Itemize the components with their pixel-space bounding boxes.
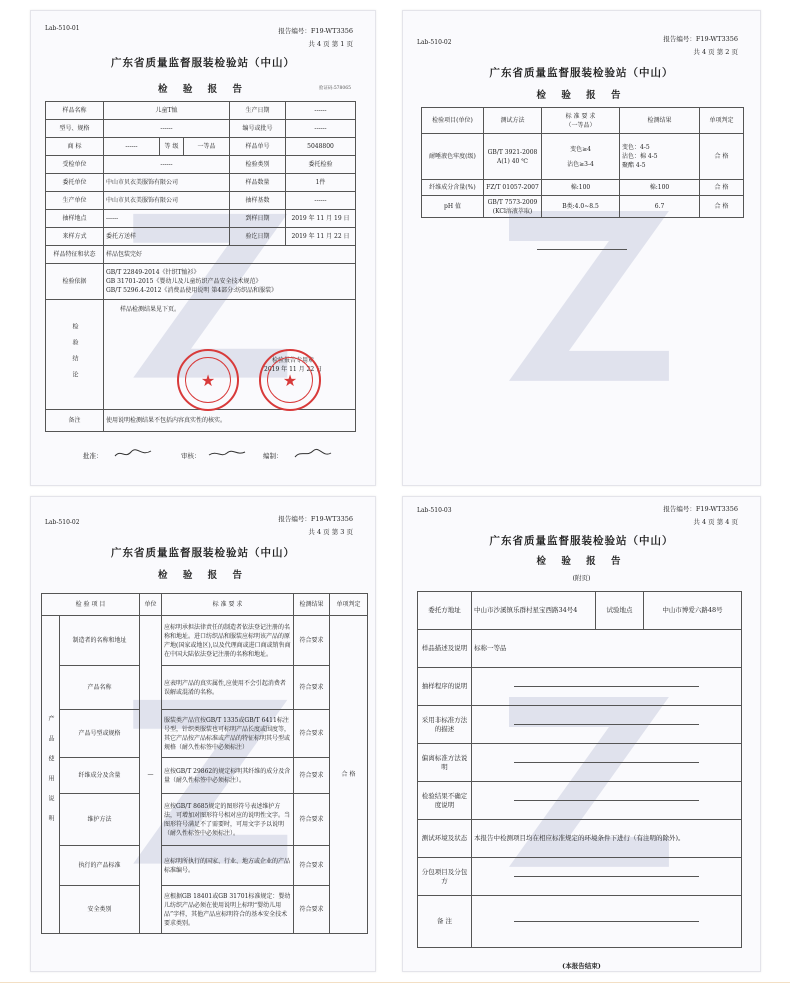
blank-line [514,686,700,687]
col-header [542,108,620,134]
item-cell: 安全类别 [60,886,140,934]
cell-label: 受检单位 [46,156,104,174]
result-cell: 符合要求 [294,666,330,710]
cell-label: 验讫日期 [230,228,286,246]
lab-code: Lab-510-01 [45,25,80,32]
item-cell: 耐唾液色牢度(级) [422,134,484,180]
report-number [663,33,738,59]
table-row [418,744,742,782]
cell-value [472,858,742,896]
report-number [278,513,353,539]
result-cell: 棉:100 [620,180,700,196]
cell-label: 样品描述及说明 [418,630,472,668]
cell-value: ------ [286,120,356,138]
report-number-text: 报告编号：F19-WT3356 [278,515,353,523]
col-header: 单项判定 [330,594,368,616]
judge-cell: 合 格 [700,180,744,196]
cell-value: 5048800 [286,138,356,156]
cell-value: ------ [104,120,230,138]
result-line: 聚酯 4-5 [622,162,646,169]
table-row [418,592,742,630]
signature-icon [113,447,153,461]
requirement-cell: 应表明产品的真实属性,应使用不会引起消费者误解或混淆的名称。 [162,666,294,710]
cell-value: 本报告中检测项目均在相应标准规定的环境条件下进行（有注明的除外)。 [472,820,742,858]
report-title: 检 验 报 告 [536,90,627,101]
cell-label: 样品名称 [46,102,104,120]
result-cell: 6.7 [620,196,700,218]
signature-icon [293,447,333,461]
cell-label: 测试环境及状态 [418,820,472,858]
station-title: 广东省质量监督服装检验站（中山） [489,67,674,79]
lab-code: Lab-510-02 [417,39,452,46]
conclusion-label-cell [46,300,104,410]
method-cell: GB/T 7573-2009 (KCl溶液萃取) [484,196,542,218]
cell-label: 等 级 [160,138,184,156]
cell-value: ------ [104,156,230,174]
page-count: 共 4 页 第 4 页 [693,518,738,526]
remark-label: 备注 [46,410,104,432]
red-seal-stamp: ★ [259,349,321,411]
table-row [422,180,744,196]
col-header: 检验项目(单位) [422,108,484,134]
cell-value: 委托方送样 [104,228,230,246]
requirement-cell: 应根据GB 18401或GB 31701标准规定：婴幼儿纺织产品必须在使用说明上标明“婴幼儿用品”字样，其他产品应标明符合的基本安全技术要求类别。 [162,886,294,934]
cell-value: 中山市贝衣美服饰有限公司 [104,174,230,192]
requirement-cell: 应标明所执行的国家、行业、地方或企业的产品标准编号。 [162,846,294,886]
col-header: 标 准 要 求 [162,594,294,616]
table-row [418,630,742,668]
cell-value: 2019 年 11 月 19 日 [286,210,356,228]
cell-label: 委托方地址 [418,592,472,630]
bottom-rule [0,982,790,983]
table-row [42,846,368,886]
result-line: 变色：4-5 [622,144,650,151]
usage-instructions-table [41,593,368,934]
cell-label: 样品特征和状态 [46,246,104,264]
page-count: 共 4 页 第 1 页 [308,40,353,48]
report-page-4 [402,496,761,972]
basis-label: 检验依据 [46,264,104,300]
col-header: 单位 [140,594,162,616]
cell-label: 试验地点 [596,592,644,630]
cell-label: 到样日期 [230,210,286,228]
cell-value: 委托检验 [286,156,356,174]
result-cell: 符合要求 [294,616,330,666]
item-cell: 产品名称 [60,666,140,710]
red-seal-stamp: ★ [177,349,239,411]
blank-line [514,876,700,877]
report-number [663,503,738,529]
table-row [418,858,742,896]
report-title: 检 验 报 告 [158,84,248,95]
table-row [42,710,368,758]
table-row [418,706,742,744]
annex-table [417,591,742,948]
col-header: 检 验 项 目 [42,594,140,616]
group-label-cell [42,616,60,934]
compile-label: 编制： [263,452,283,460]
table-row [42,886,368,934]
cell-label: 样品单号 [230,138,286,156]
cell-label: 样品数量 [230,174,286,192]
signature-icon [207,447,247,461]
cell-label: 商 标 [46,138,104,156]
col-header-line: 标 准 要 求 [565,112,596,120]
item-cell: 纤维成分含量(%) [422,180,484,196]
requirement-cell: 应按GB/T 8685规定的图形符号表述维护方法，可增加对图形符号相对应的说明性文字。当图形符号满足不了需要时，可用文字予以说明（耐久性标签中必须标注）。 [162,794,294,846]
col-header: 测试方法 [484,108,542,134]
basis-item: GB/T 5296.4-2012《消费品使用说明 第4部分:纺织品和服装》 [106,287,278,294]
item-cell: 维护方法 [60,794,140,846]
cell-label: 检验类别 [230,156,286,174]
basis-item: GB 31701-2015《婴幼儿及儿童纺织产品安全技术规范》 [106,278,262,285]
sign-date-line: 2019 年 11 月 22 日 [264,366,323,373]
result-line: 沾色：棉 4-5 [622,153,658,160]
audit-label: 审核： [181,452,201,460]
cell-value: ------ [104,138,160,156]
requirement-line: 沾色≥3-4 [567,160,594,168]
lab-code: Lab-510-02 [45,519,80,526]
report-page-2 [402,10,761,486]
lab-code: Lab-510-03 [417,507,452,514]
cell-label: 采用非标准方法的描述 [418,706,472,744]
requirement-cell: 棉:100 [542,180,620,196]
cell-value [472,668,742,706]
cell-label: 委托单位 [46,174,104,192]
annex-label: (附页) [572,574,591,582]
cell-label: 备 注 [418,896,472,948]
cell-label: 抽样程序的说明 [418,668,472,706]
cell-value [472,744,742,782]
station-title: 广东省质量监督服装检验站（中山） [489,535,674,547]
table-row [42,666,368,710]
cell-value: 中山市沙溪镇乐群村星宝西路34号4 [472,592,596,630]
result-cell: 符合要求 [294,886,330,934]
cell-label: 抽样基数 [230,192,286,210]
cell-value: ------ [286,102,356,120]
table-row [422,196,744,218]
cell-value: 一等品 [184,138,230,156]
cell-value: 标称一等品 [472,630,742,668]
unit-cell: — [140,616,162,934]
col-header-line: （一等品） [565,121,596,129]
station-title: 广东省质量监督服装检验站（中山） [111,547,295,559]
requirement-cell: 服装类产品宜按GB/T 1335或GB/T 6411标注号型，针织类服装也可标明产品长度或围度等，其它产品按产品标准或产品的特征标明其号型或规格（耐久性标签中必须标注） [162,710,294,758]
method-cell: GB/T 3921-2008 A(1) 40 ℃ [484,134,542,180]
report-number-text: 报告编号：F19-WT3356 [663,505,738,513]
basis-item: GB/T 22849-2014《针织T恤衫》 [106,269,200,276]
table-row [42,794,368,846]
report-page-1 [30,10,376,486]
result-cell: 符合要求 [294,794,330,846]
col-header: 检测结果 [294,594,330,616]
report-number-text: 报告编号：F19-WT3356 [663,35,738,43]
requirement-cell: B类:4.0~8.5 [542,196,620,218]
cell-value: ------ [286,192,356,210]
page-count: 共 4 页 第 2 页 [693,48,738,56]
item-cell: pH 值 [422,196,484,218]
cell-value: ------ [104,210,230,228]
cell-label: 检验结果不确定度说明 [418,782,472,820]
cell-label: 来样方式 [46,228,104,246]
cell-value: 儿童T恤 [104,102,230,120]
result-cell [620,134,700,180]
basis-list [104,264,356,300]
method-cell: FZ/T 01057-2007 [484,180,542,196]
report-number [278,25,353,51]
table-row [42,616,368,666]
report-page-3 [30,496,376,972]
end-rule [537,249,627,250]
table-row [422,134,744,180]
cell-value [472,896,742,948]
requirement-cell: 应标明承担法律责任的制造者依法登记注册的名称和地址。进口纺织品和服装应标明该产品的原产地(国家或地区),以及代理商或进口商或销售商在中国大陆依法登记注册的名称和地址。 [162,616,294,666]
report-end: (本报告结束) [562,962,601,970]
cell-label: 分包项目及分包方 [418,858,472,896]
judge-cell: 合 格 [700,134,744,180]
cell-value: 中山市贝衣美服饰有限公司 [104,192,230,210]
item-cell: 制造者的名称和地址 [60,616,140,666]
report-number-text: 报告编号：F19-WT3356 [278,27,353,35]
cell-value: 1件 [286,174,356,192]
requirement-line: 变色≥4 [570,145,591,153]
cell-value: 样品包装完好 [104,246,356,264]
col-header: 检测结果 [620,108,700,134]
item-cell: 产品号型或规格 [60,710,140,758]
blank-line [514,724,700,725]
cell-value: 中山市博爱六路48号 [644,592,742,630]
sign-date-line: 检验报告专用章 [272,357,315,364]
table-row [418,782,742,820]
station-title: 广东省质量监督服装检验站（中山） [111,57,295,69]
item-cell: 纤维成分及含量 [60,758,140,794]
report-title: 检 验 报 告 [536,556,627,567]
blank-line [514,800,700,801]
cell-label: 型号、规格 [46,120,104,138]
cell-value [472,706,742,744]
verify-code: 验证码:578065 [318,86,351,91]
table-row [418,896,742,948]
item-cell: 执行的产品标准 [60,846,140,886]
approve-label: 批准： [83,452,103,460]
result-cell: 符合要求 [294,710,330,758]
cell-label: 编号或批号 [230,120,286,138]
conclusion-label: 检验结论 [71,322,78,387]
requirement-cell: 应按GB/T 29862的规定标明其纤维的成分及含量（耐久性标签中必须标注）。 [162,758,294,794]
table-row [418,820,742,858]
group-label: 产品使用说明 [47,714,54,835]
cell-label: 抽样地点 [46,210,104,228]
table-row [418,668,742,706]
result-cell: 符合要求 [294,846,330,886]
col-header: 单项判定 [700,108,744,134]
judge-cell: 合 格 [330,616,368,934]
judge-cell: 合 格 [700,196,744,218]
result-cell: 符合要求 [294,758,330,794]
requirement-cell [542,134,620,180]
cell-label: 生产单位 [46,192,104,210]
test-results-table [421,107,744,218]
cell-value [472,782,742,820]
cell-label: 偏离标准方法说明 [418,744,472,782]
conclusion-text: 样品检测结果见下页。 [120,306,181,313]
page-count: 共 4 页 第 3 页 [308,528,353,536]
remark-text: 使用说明检测结果不包括内容真实性的核实。 [104,410,356,432]
cell-label: 生产日期 [230,102,286,120]
cell-value: 2019 年 11 月 22 日 [286,228,356,246]
blank-line [514,921,700,922]
blank-line [514,762,700,763]
table-row [42,758,368,794]
report-title: 检 验 报 告 [158,570,248,581]
